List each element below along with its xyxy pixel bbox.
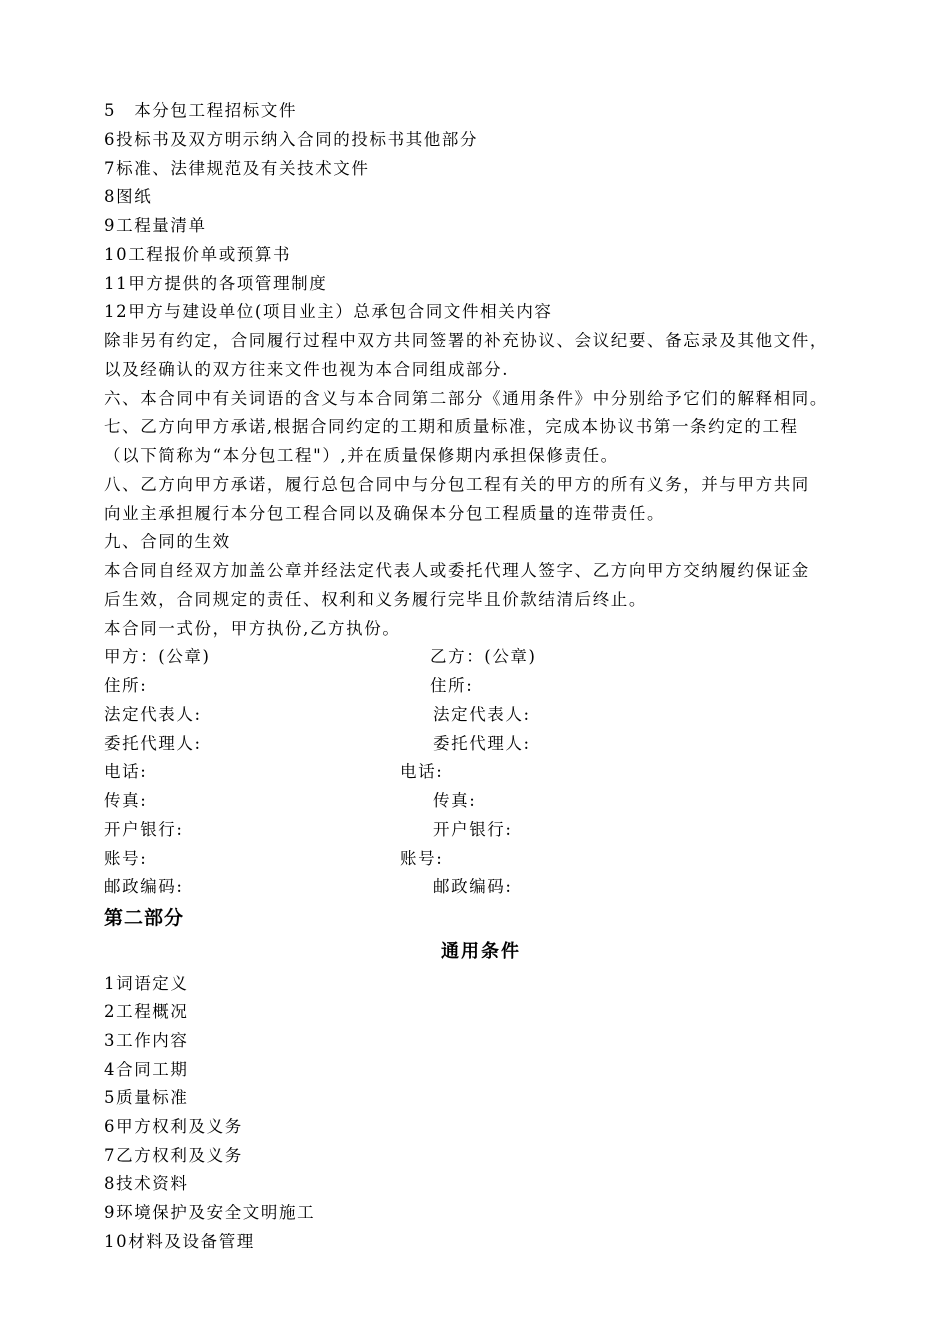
toc-item: 10材料及设备管理 xyxy=(104,1232,255,1251)
party-b-address-label: 住所: xyxy=(430,676,474,695)
copies-statement: 本合同一式份，甲方执份,乙方执份。 xyxy=(104,619,401,638)
party-b-phone-label: 电话: xyxy=(400,762,444,781)
party-b-seal-label: 乙方：(公章) xyxy=(430,647,537,666)
party-a-fax-label: 传真: xyxy=(104,791,148,810)
party-a-agent-label: 委托代理人: xyxy=(104,734,202,753)
document-list-item: 5 本分包工程招标文件 xyxy=(104,101,298,120)
party-b-bank-label: 开户银行: xyxy=(433,820,513,839)
clause-nine-heading: 九、合同的生效 xyxy=(104,532,231,551)
toc-item: 6甲方权利及义务 xyxy=(104,1117,243,1136)
party-b-legal-rep-label: 法定代表人: xyxy=(433,705,531,724)
party-a-legal-rep-label: 法定代表人: xyxy=(104,705,202,724)
toc-item: 8技术资料 xyxy=(104,1174,189,1193)
toc-item: 2工程概况 xyxy=(104,1002,189,1021)
toc-item: 7乙方权利及义务 xyxy=(104,1146,243,1165)
party-b-agent-label: 委托代理人: xyxy=(433,734,531,753)
document-list-item: 7标准、法律规范及有关技术文件 xyxy=(104,159,370,178)
part-two-heading: 第二部分 xyxy=(104,907,185,929)
paragraph-line: 除非另有约定，合同履行过程中双方共同签署的补充协议、会议纪要、备忘录及其他文件， xyxy=(104,331,828,350)
toc-item: 9环境保护及安全文明施工 xyxy=(104,1203,316,1222)
paragraph-line: 以及经确认的双方往来文件也视为本合同组成部分. xyxy=(104,360,510,379)
party-a-address-label: 住所: xyxy=(104,676,148,695)
party-a-seal-label: 甲方：(公章) xyxy=(104,647,211,666)
paragraph-line: 后生效，合同规定的责任、权利和义务履行完毕且价款结清后终止。 xyxy=(104,590,647,609)
toc-item: 3工作内容 xyxy=(104,1031,189,1050)
party-b-account-label: 账号: xyxy=(400,849,444,868)
document-list-item: 12甲方与建设单位(项目业主）总承包合同文件相关内容 xyxy=(104,302,553,321)
toc-item: 4合同工期 xyxy=(104,1060,189,1079)
party-a-bank-label: 开户银行: xyxy=(104,820,184,839)
document-list-item: 11甲方提供的各项管理制度 xyxy=(104,274,328,293)
paragraph-line: （以下简称为“本分包工程"）,并在质量保修期内承担保修责任。 xyxy=(104,446,619,465)
document-list-item: 10工程报价单或预算书 xyxy=(104,245,292,264)
party-b-postcode-label: 邮政编码: xyxy=(433,877,513,896)
party-a-postcode-label: 邮政编码: xyxy=(104,877,184,896)
clause-six: 六、本合同中有关词语的含义与本合同第二部分《通用条件》中分别给予它们的解释相同。 xyxy=(104,389,828,408)
party-a-account-label: 账号: xyxy=(104,849,148,868)
document-list-item: 9工程量清单 xyxy=(104,216,207,235)
paragraph-line: 向业主承担履行本分包工程合同以及确保本分包工程质量的连带责任。 xyxy=(104,504,666,523)
document-list-item: 6投标书及双方明示纳入合同的投标书其他部分 xyxy=(104,130,479,149)
clause-eight: 八、乙方向甲方承诺，履行总包合同中与分包工程有关的甲方的所有义务，并与甲方共同 xyxy=(104,475,810,494)
clause-seven: 七、乙方向甲方承诺,根据合同约定的工期和质量标准，完成本协议书第一条约定的工程 xyxy=(104,417,799,436)
party-b-fax-label: 传真: xyxy=(433,791,477,810)
paragraph-line: 本合同自经双方加盖公章并经法定代表人或委托代理人签字、乙方向甲方交纳履约保证金 xyxy=(104,561,810,580)
party-a-phone-label: 电话: xyxy=(104,762,148,781)
document-list-item: 8图纸 xyxy=(104,187,153,206)
toc-item: 5质量标准 xyxy=(104,1088,189,1107)
general-conditions-title: 通用条件 xyxy=(441,941,521,962)
toc-item: 1词语定义 xyxy=(104,974,189,993)
